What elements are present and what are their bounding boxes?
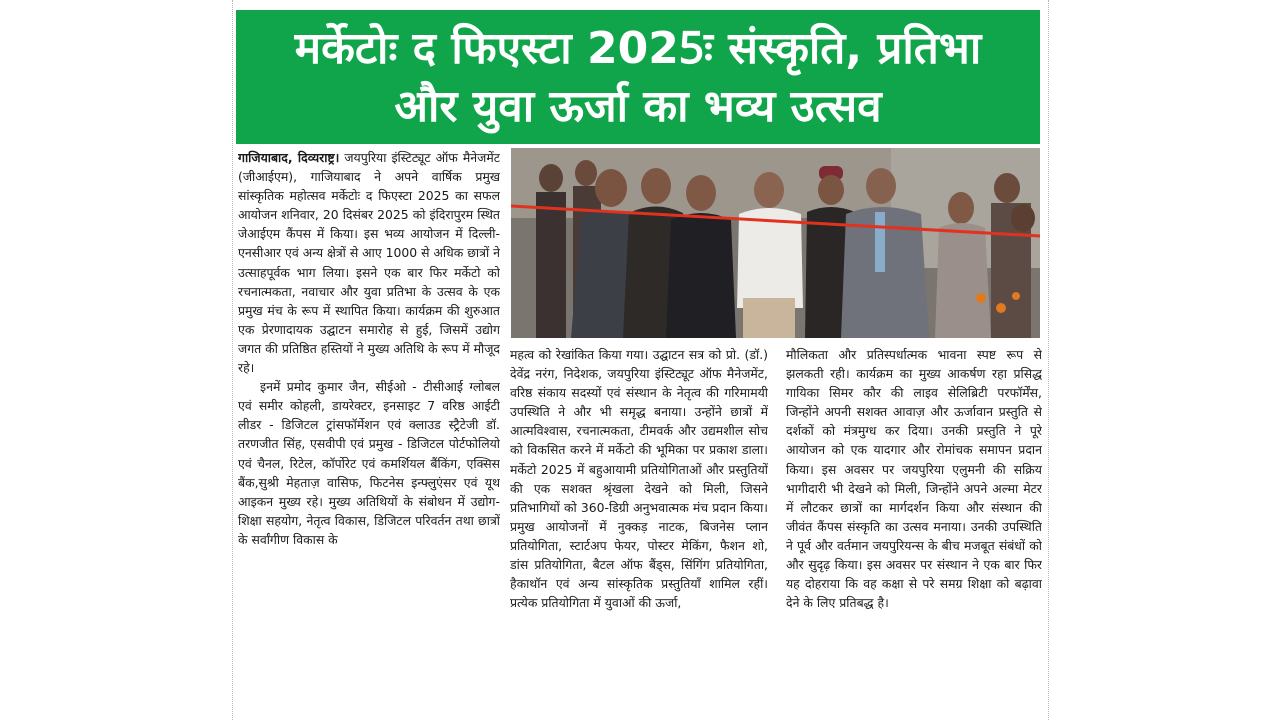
article-para-1-text: जयपुरिया इंस्टिट्यूट ऑफ मैनेजमेंट (जीआईएम), गाजियाबाद ने अपने वार्षिक प्रमुख सांस्कृतिक महोत्सव मर्केटोः द फिएस्टा 2025 का सफल आयोजन शनिवार, 20 दिसंबर 2025 को इंदिरापुरम स्थित जेआईएम कैंपस में किया। इस भव्य आयोजन में दिल्ली-एनसीआर एवं अन्य क्षेत्रों से आए 1000 से अधिक छात्रों ने उत्साहपूर्वक भाग लिया। इसने एक बार फिर मर्केटो को रचनात्मकता, नवाचार और युवा प्रतिभा के उत्सव के एक प्रमुख मंच के रूप में स्थापित किया। कार्यक्रम की शुरुआत एक प्रेरणादायक उद्घाटन समारोह से हुई, जिसमें उद्योग जगत की प्रतिष्ठित हस्तियों ने मुख्य अतिथि के रूप में मौजूद रहे। bbox=[238, 150, 500, 376]
article-col2-text: महत्व को रेखांकित किया गया। उद्घाटन सत्र को प्रो. (डॉ.) देवेंद्र नरंग, निदेशक, जयपुरिया इंस्टिट्यूट ऑफ मैनेजमेंट, वरिष्ठ संकाय सदस्यों एवं संस्थान के नेतृत्व की गरिमामयी उपस्थिति ने और भी समृद्ध बनाया। उन्होंने छात्रों में आत्मविश्वास, रचनात्मकता, टीमवर्क और उद्यमशील सोच को विकसित करने में मर्केटो की भूमिका पर प्रकाश डाला। मर्केटो 2025 में बहुआयामी प्रतियोगिताओं और प्रस्तुतियों की एक सशक्त श्रृंखला देखने को मिली, जिसने प्रतिभागियों को 360-डिग्री अनुभवात्मक मंच प्रदान किया। प्रमुख आयोजनों में नुक्कड़ नाटक, बिजनेस प्लान प्रतियोगिता, स्टार्टअप फेयर, पोस्टर मेकिंग, फैशन शो, डांस प्रतियोगिता, बैटल ऑफ बैंड्स, सिंगिंग प्रतियोगिता, हैकाथॉन एवं अन्य सांस्कृतिक प्रस्तुतियाँ शामिल रहीं। प्रत्येक प्रतियोगिता में युवाओं की ऊर्जा, bbox=[510, 347, 768, 611]
article-column-1 bbox=[238, 148, 500, 718]
article-column-2 bbox=[510, 345, 768, 718]
article-para-2: इनमें प्रमोद कुमार जैन, सीईओ - टीसीआई ग्लोबल एवं समीर कोहली, डायरेक्टर, इनसाइट 7 वरिष्ठ आईटी लीडर - डिजिटल ट्रांसफॉर्मेशन एवं क्लाउड स्ट्रैटेजी डॉ. तरणजीत सिंह, एसवीपी एवं प्रमुख - डिजिटल पोर्टफोलियो एवं चैनल, रिटेल, कॉर्पोरेट एवं कमर्शियल बैंकिंग, एक्सिस बैंक,सुश्री मेहताज़ वासिफ, फिटनेस इन्फ्लुएंसर एवं यूथ आइकन मुख्य रहे। मुख्य अतिथियों के संबोधन में उद्योग-शिक्षा सहयोग, नेतृत्व विकास, डिजिटल परिवर्तन तथा छात्रों के सर्वांगीण विकास के bbox=[238, 379, 500, 547]
ribbon-cutting-photo bbox=[511, 148, 1040, 338]
page-edge-right bbox=[1048, 0, 1049, 720]
article-column-3 bbox=[786, 345, 1042, 718]
page-edge-left bbox=[232, 0, 233, 720]
dateline: गाजियाबाद, दिव्यराष्ट्र। bbox=[238, 150, 340, 165]
headline-line-1: मर्केटोः द फिएस्टा 2025ः संस्कृति, प्रतिभा bbox=[294, 23, 982, 74]
article-para-1 bbox=[238, 148, 500, 377]
article-col3-text: मौलिकता और प्रतिस्पर्धात्मक भावना स्पष्ट रूप से झलकती रही। कार्यक्रम का मुख्य आकर्षण रहा प्रसिद्ध गायिका सिमर कौर की लाइव सेलिब्रिटी परफॉर्मेंस, जिन्होंने अपनी सशक्त आवाज़ और ऊर्जावान प्रस्तुति से दर्शकों को मंत्रमुग्ध कर दिया। उनकी प्रस्तुति ने पूरे आयोजन को एक यादगार और रोमांचक समापन प्रदान किया। इस अवसर पर जयपुरिया एलुमनी की सक्रिय भागीदारी भी देखने को मिली, जिन्होंने अपने अल्मा मेटर में लौटकर छात्रों का मार्गदर्शन किया और संस्थान की जीवंत कैंपस संस्कृति का उत्सव मनाया। उनकी उपस्थिति ने पूर्व और वर्तमान जयपुरियन्स के बीच मजबूत संबंधों को और सुदृढ़ किया। इस अवसर पर संस्थान ने एक बार फिर यह दोहराया कि वह कक्षा से परे समग्र शिक्षा को बढ़ावा देने के लिए प्रतिबद्ध है। bbox=[786, 347, 1042, 611]
headline-banner bbox=[236, 10, 1040, 144]
headline-line-2: और युवा ऊर्जा का भव्य उत्सव bbox=[394, 81, 882, 132]
